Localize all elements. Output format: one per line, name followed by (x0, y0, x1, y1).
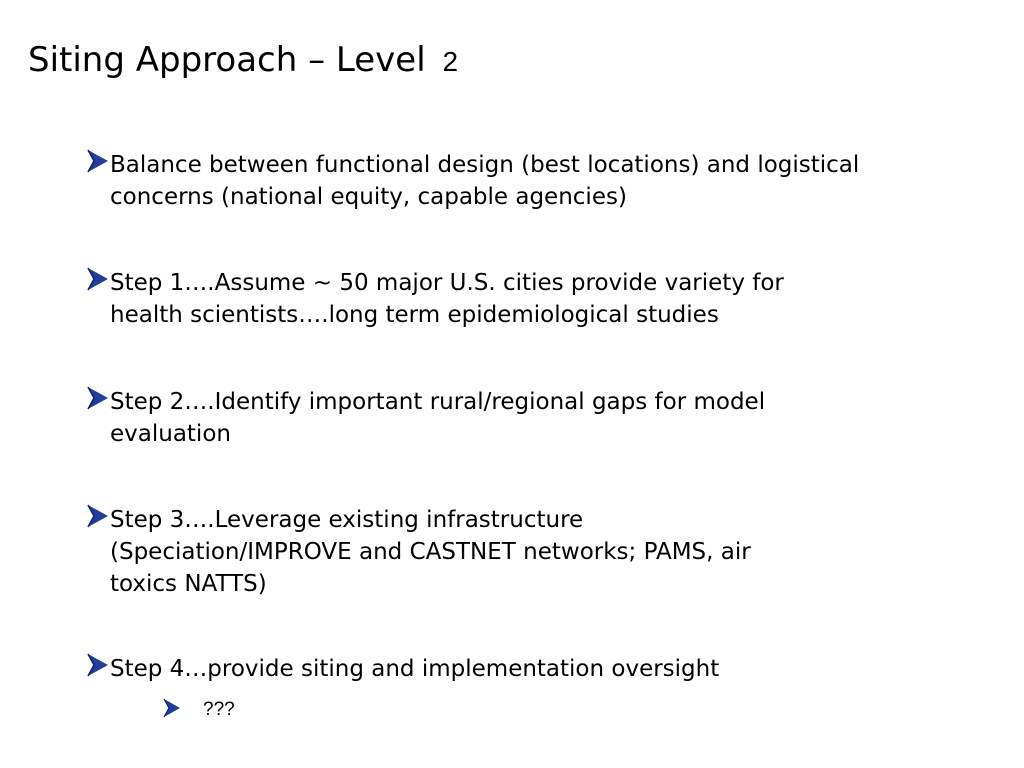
bullet-item-3 (86, 385, 986, 450)
arrow-bullet-icon (163, 698, 181, 718)
bullet-text: (Speciation/IMPROVE and CASTNET networks; PAMS, air (110, 539, 751, 565)
bullet-item-4 (86, 503, 986, 600)
sub-bullet-text: ??? (203, 699, 235, 720)
arrow-bullet-icon (86, 385, 110, 411)
sub-bullet-item (163, 698, 235, 722)
bullet-item-1 (86, 148, 986, 213)
slide-title-level: 2 (442, 46, 459, 77)
arrow-bullet-icon (86, 652, 110, 678)
bullet-text: health scientists….long term epidemiological studies (110, 302, 719, 328)
bullet-text: Step 1….Assume ~ 50 major U.S. cities provide variety for (110, 270, 784, 296)
bullet-text: Balance between functional design (best locations) and logistical (110, 152, 860, 178)
bullet-text: Step 2….Identify important rural/regional gaps for model (110, 389, 766, 415)
arrow-bullet-icon (86, 148, 110, 174)
arrow-bullet-icon (86, 266, 110, 292)
bullet-text: evaluation (110, 421, 231, 447)
slide-title (28, 38, 458, 84)
bullet-text: toxics NATTS) (110, 571, 267, 597)
slide-title-text: Siting Approach – Level (28, 40, 426, 80)
bullet-item-2 (86, 266, 986, 331)
bullet-text: Step 4…provide siting and implementation oversight (110, 656, 720, 682)
bullet-text: concerns (national equity, capable agencies) (110, 184, 627, 210)
arrow-bullet-icon (86, 503, 110, 529)
bullet-item-5 (86, 652, 986, 685)
bullet-text: Step 3….Leverage existing infrastructure (110, 507, 584, 533)
